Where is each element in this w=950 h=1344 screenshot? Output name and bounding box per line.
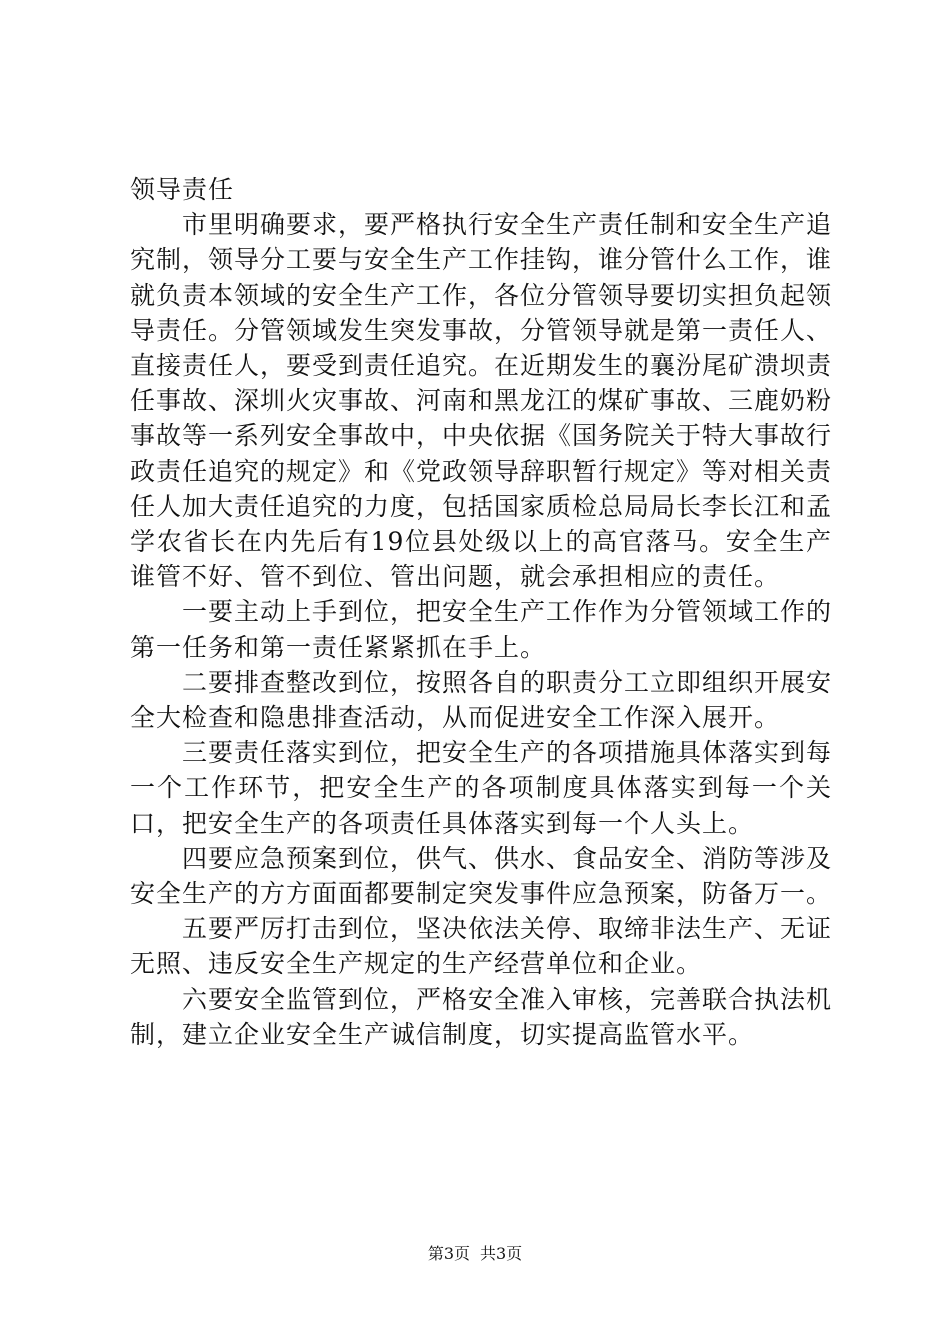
document-body bbox=[130, 172, 832, 1052]
page-footer bbox=[0, 1244, 950, 1264]
paragraph-item-3: 三要责任落实到位，把安全生产的各项措施具体落实到每一个工作环节，把安全生产的各项制度具体落实到每一个关口，把安全生产的各项责任具体落实到每一个人头上。 bbox=[130, 738, 833, 838]
section-heading: 领导责任 bbox=[130, 175, 235, 204]
paragraph-item-2: 二要排查整改到位，按照各自的职责分工立即组织开展安全大检查和隐患排查活动，从而促进安全工作深入展开。 bbox=[130, 667, 833, 733]
paragraph-intro: 市里明确要求，要严格执行安全生产责任制和安全生产追究制，领导分工要与安全生产工作挂钩，谁分管什么工作，谁就负责本领域的安全生产工作，各位分管领导要切实担负起领导责任。分管领域发生突发事故，分管领导就是第一责任人、直接责任人，要受到责任追究。在近期发生的襄汾尾矿溃坝责任事故、深圳火灾事故、河南和黑龙江的煤矿事故、三鹿奶粉事故等一系列安全事故中，中央依据《国务院关于特大事故行政责任追究的规定》和《党政领导辞职暂行规定》等对相关责任人加大责任追究的力度，包括国家质检总局局长李长江和孟学农省长在内先后有19位县处级以上的高官落马。安全生产谁管不好、管不到位、管出问题，就会承担相应的责任。 bbox=[130, 210, 833, 592]
page-number: 第3页 bbox=[427, 1244, 470, 1263]
paragraph-item-6: 六要安全监管到位，严格安全准入审核，完善联合执法机制，建立企业安全生产诚信制度，切实提高监管水平。 bbox=[130, 984, 833, 1049]
paragraph-item-5: 五要严厉打击到位，坚决依法关停、取缔非法生产、无证无照、违反安全生产规定的生产经营单位和企业。 bbox=[130, 914, 833, 979]
paragraph-item-1: 一要主动上手到位，把安全生产工作作为分管领域工作的第一任务和第一责任紧紧抓在手上。 bbox=[130, 597, 833, 662]
page-total: 共3页 bbox=[480, 1244, 523, 1263]
paragraph-item-4: 四要应急预案到位，供气、供水、食品安全、消防等涉及安全生产的方方面面都要制定突发事件应急预案，防备万一。 bbox=[130, 843, 833, 909]
